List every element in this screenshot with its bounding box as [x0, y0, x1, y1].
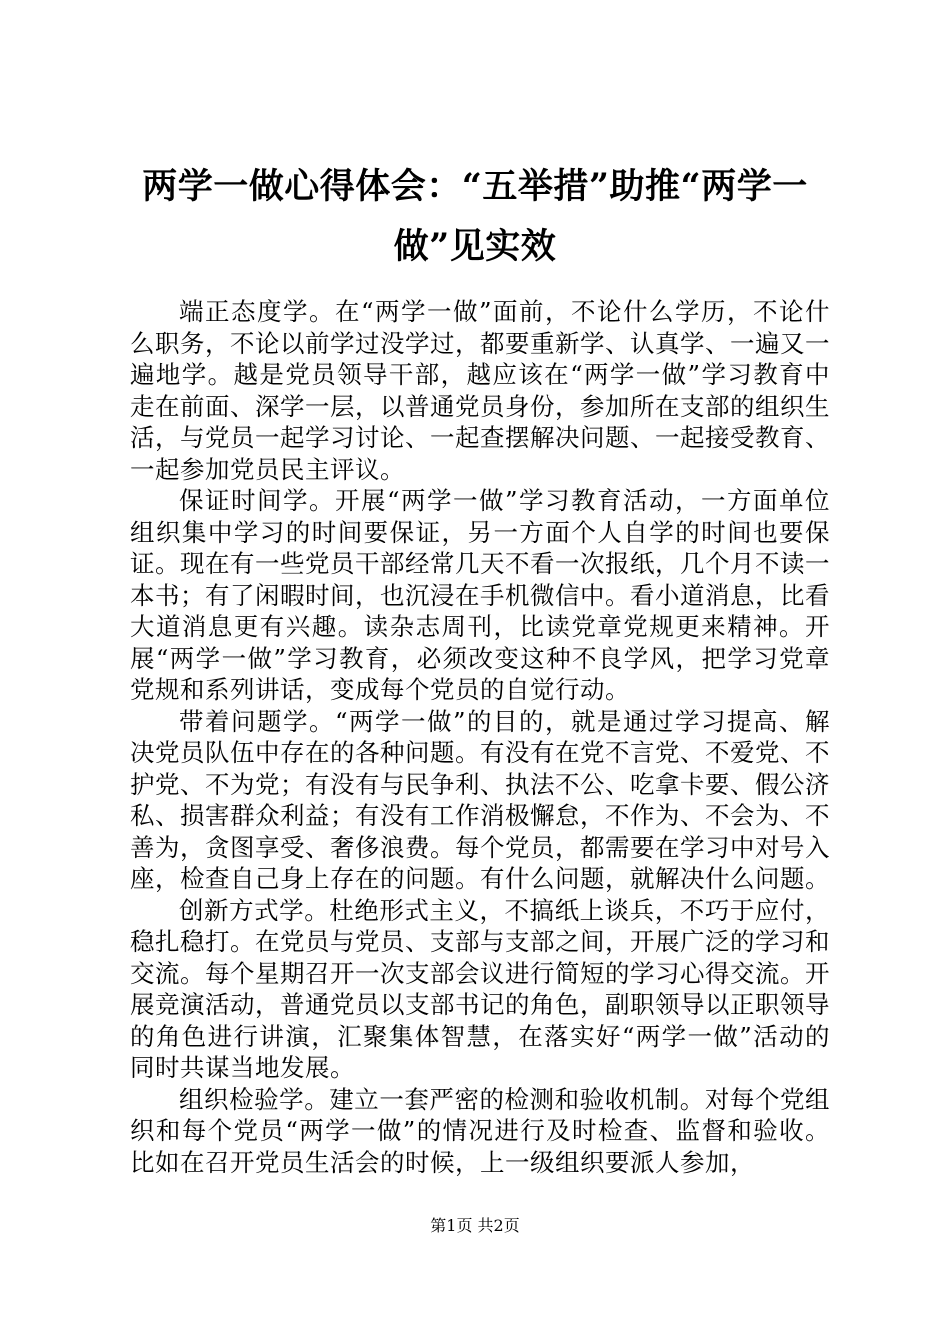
page-footer: 第1页 共2页 [430, 1216, 520, 1235]
paragraph-3: 带着问题学。“两学一做”的目的，就是通过学习提高、解决党员队伍中存在的各种问题。有没有在党不言党、不爱党、不护党、不为党；有没有与民争利、执法不公、吃拿卡要、假公济私、损害群众利益；有没有工作消极懈怠，不作为、不会为、不善为，贪图享受、奢侈浪费。每个党员，都需要在学习中对号入座，检查自己身上存在的问题。有什么问题，就解决什么问题。 [130, 706, 830, 893]
paragraph-2: 保证时间学。开展“两学一做”学习教育活动，一方面单位组织集中学习的时间要保证，另一方面个人自学的时间也要保证。现在有一些党员干部经常几天不看一次报纸，几个月不读一本书；有了闲暇时间，也沉浸在手机微信中。看小道消息，比看大道消息更有兴趣。读杂志周刊，比读党章党规更来精神。开展“两学一做”学习教育，必须改变这种不良学风，把学习党章党规和系列讲话，变成每个党员的自觉行动。 [130, 486, 830, 704]
paragraph-4: 创新方式学。杜绝形式主义，不搞纸上谈兵，不巧于应付，稳扎稳打。在党员与党员、支部与支部之间，开展广泛的学习和交流。每个星期召开一次支部会议进行简短的学习心得交流。开展竞演活动，普通党员以支部书记的角色，副职领导以正职领导的角色进行讲演，汇聚集体智慧，在落实好“两学一做”活动的同时共谋当地发展。 [130, 895, 830, 1082]
paragraph-1: 端正态度学。在“两学一做”面前，不论什么学历，不论什么职务，不论以前学过没学过，都要重新学、认真学、一遍又一遍地学。越是党员领导干部，越应该在“两学一做”学习教育中走在前面、深学一层，以普通党员身份，参加所在支部的组织生活，与党员一起学习讨论、一起查摆解决问题、一起接受教育、一起参加党员民主评议。 [130, 297, 830, 484]
document-body [130, 296, 830, 1178]
paragraph-5: 组织检验学。建立一套严密的检测和验收机制。对每个党组织和每个党员“两学一做”的情况进行及时检查、监督和验收。比如在召开党员生活会的时候，上一级组织要派人参加， [130, 1084, 830, 1177]
document-title: 两学一做心得体会：“五举措”助推“两学一做”见实效 [142, 166, 808, 267]
